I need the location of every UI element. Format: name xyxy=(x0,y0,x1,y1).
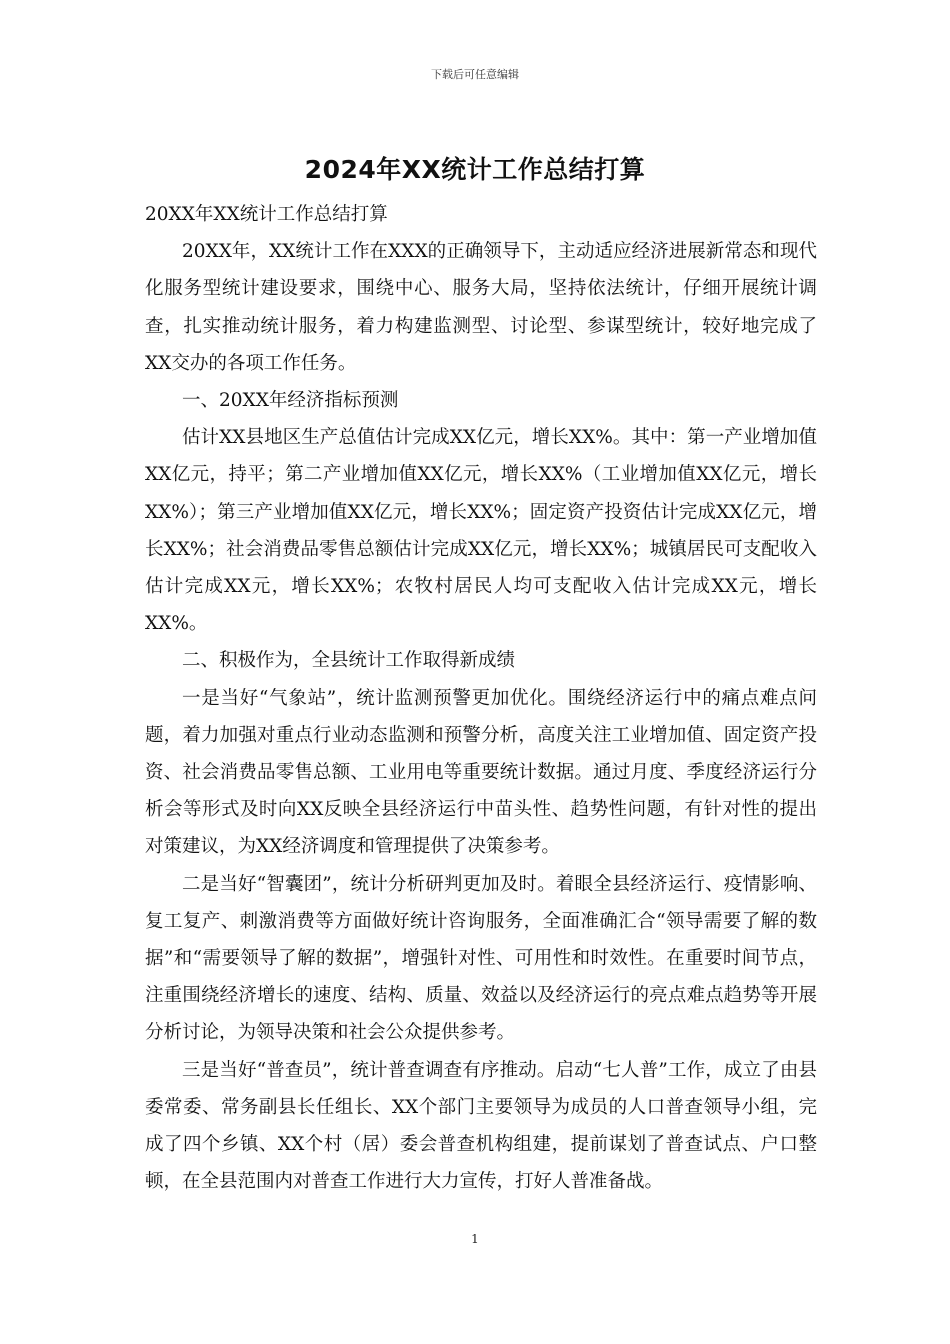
document-body xyxy=(145,196,817,1200)
paragraph-monitoring: 一是当好“气象站”，统计监测预警更加优化。围绕经济运行中的痛点难点问题，着力加强对重点行业动态监测和预警分析，高度关注工业增加值、固定资产投资、社会消费品零售总额、工业用电等重要统计数据。通过月度、季度经济运行分析会等形式及时向XX反映全县经济运行中苗头性、趋势性问题，有针对性的提出对策建议，为XX经济调度和管理提供了决策参考。 xyxy=(145,687,817,858)
document-subtitle: 20XX年XX统计工作总结打算 xyxy=(145,204,388,225)
paragraph-forecast: 估计XX县地区生产总值估计完成XX亿元，增长XX%。其中：第一产业增加值XX亿元，持平；第二产业增加值XX亿元，增长XX%（工业增加值XX亿元，增长XX%）；第三产业增加值XX亿元，增长XX%；固定资产投资估计完成XX亿元，增长XX%；社会消费品零售总额估计完成XX亿元，增长XX%；城镇居民可支配收入估计完成XX元，增长XX%；农牧村居民人均可支配收入估计完成XX元，增长XX%。 xyxy=(145,427,817,635)
document-title: 2024年XX统计工作总结打算 xyxy=(304,155,646,184)
paragraph-analysis: 二是当好“智囊团”，统计分析研判更加及时。着眼全县经济运行、疫情影响、复工复产、刺激消费等方面做好统计咨询服务，全面准确汇合“领导需要了解的数据”和“需要领导了解的数据”，增强针对性、可用性和时效性。在重要时间节点，注重围绕经济增长的速度、结构、质量、效益以及经济运行的亮点难点趋势等开展分析讨论，为领导决策和社会公众提供参考。 xyxy=(145,873,817,1044)
page-header-note: 下载后可任意编辑 xyxy=(431,68,519,81)
section-heading-2: 二、积极作为，全县统计工作取得新成绩 xyxy=(182,650,516,672)
section-heading-1: 一、20XX年经济指标预测 xyxy=(182,390,399,412)
paragraph-census: 三是当好“普查员”，统计普查调查有序推动。启动“七人普”工作，成立了由县委常委、常务副县长任组长、XX个部门主要领导为成员的人口普查领导小组，完成了四个乡镇、XX个村（居）委会普查机构组建，提前谋划了普查试点、户口整顿，在全县范围内对普查工作进行大力宣传，打好人普准备战。 xyxy=(145,1059,817,1193)
page-number: 1 xyxy=(471,1232,479,1246)
paragraph-intro: 20XX年，XX统计工作在XXX的正确领导下，主动适应经济进展新常态和现代化服务型统计建设要求，围绕中心、服务大局，坚持依法统计，仔细开展统计调查，扎实推动统计服务，着力构建监测型、讨论型、参谋型统计，较好地完成了XX交办的各项工作任务。 xyxy=(145,241,817,374)
